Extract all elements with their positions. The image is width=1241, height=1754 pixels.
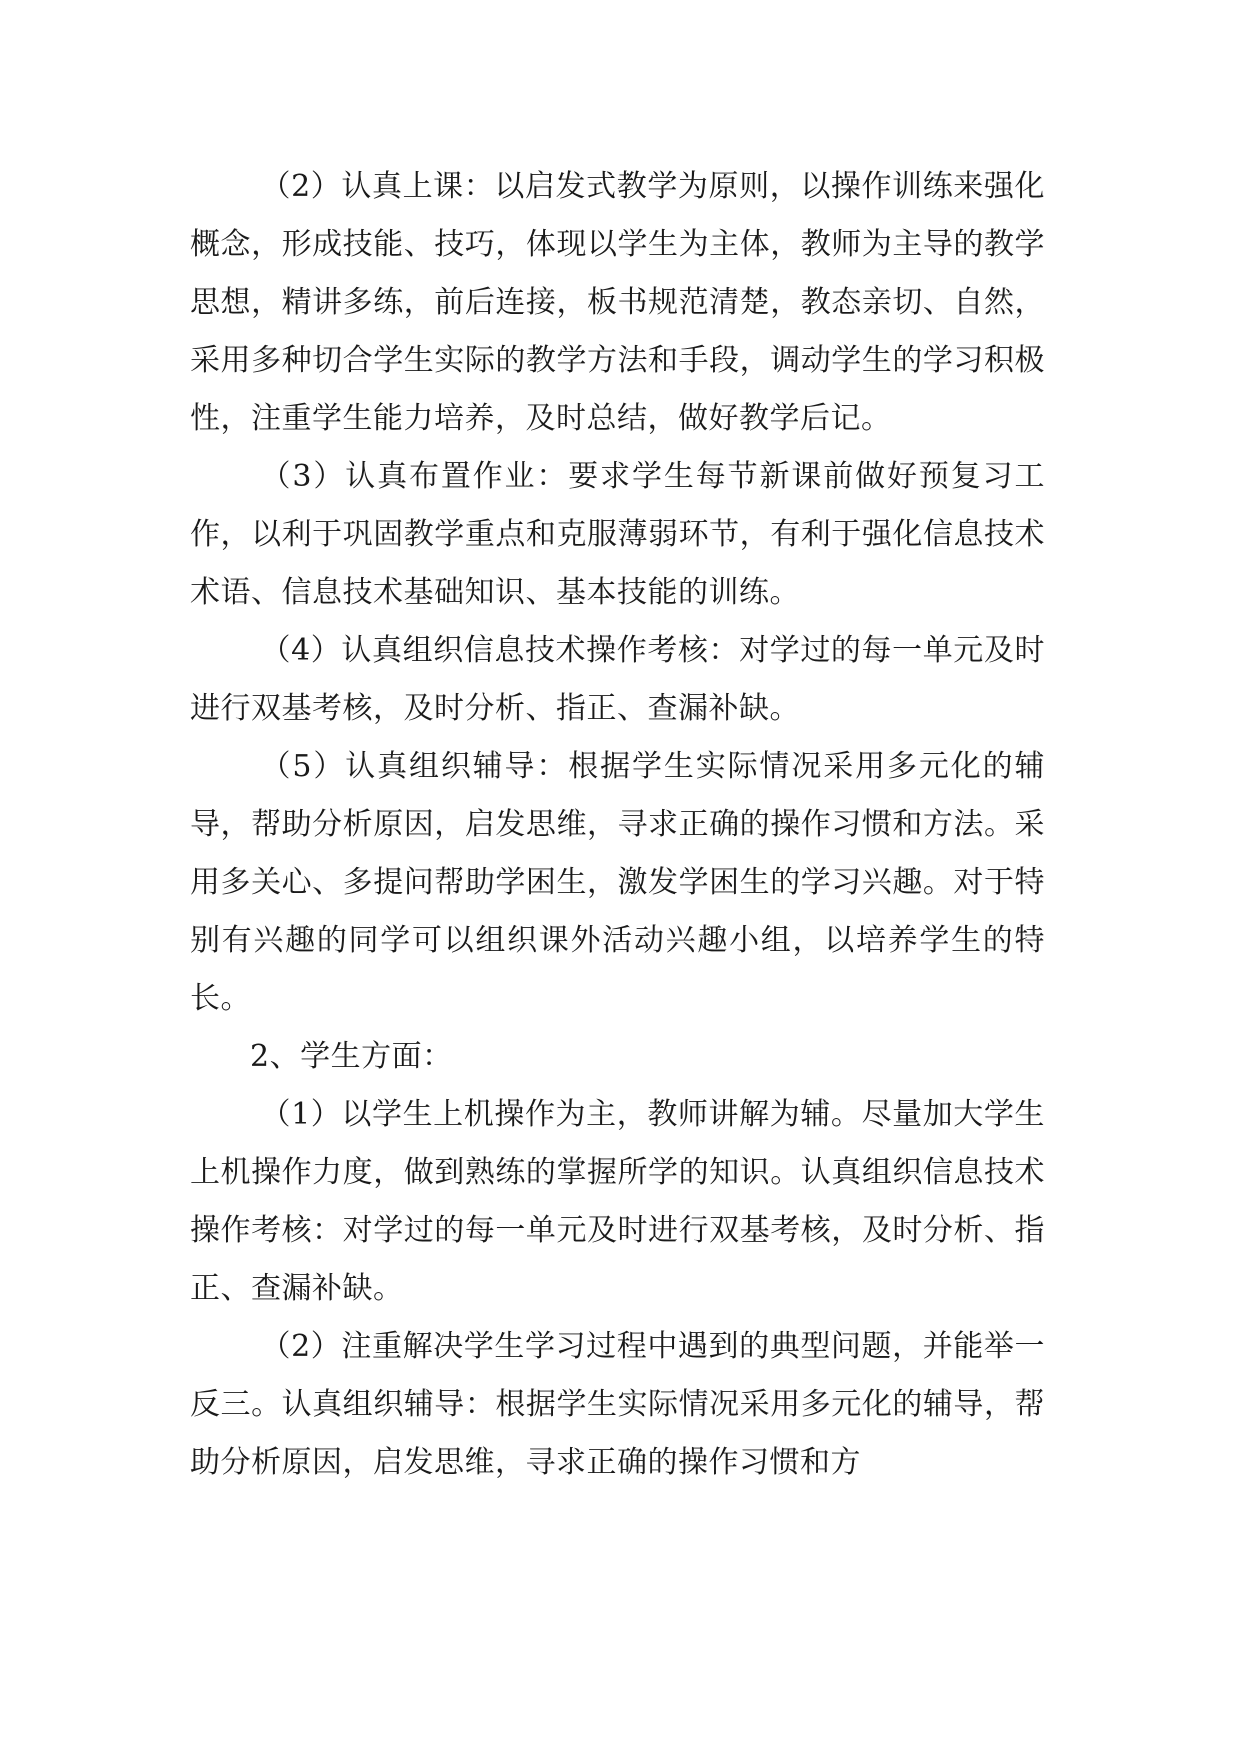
paragraph-tutoring: （5）认真组织辅导：根据学生实际情况采用多元化的辅导，帮助分析原因，启发思维，寻求正确的操作习惯和方法。采用多关心、多提问帮助学困生，激发学困生的学习兴趣。对于特别有兴趣的同学可以组织课外活动兴趣小组，以培养学生的特长。	[190, 749, 1045, 1016]
document-body	[190, 158, 1045, 1492]
paragraph-typical-problems: （2）注重解决学生学习过程中遇到的典型问题，并能举一反三。认真组织辅导：根据学生实际情况采用多元化的辅导，帮助分析原因，启发思维，寻求正确的操作习惯和方	[190, 1329, 1045, 1480]
paragraph-assessment: （4）认真组织信息技术操作考核：对学过的每一单元及时进行双基考核，及时分析、指正、查漏补缺。	[190, 633, 1045, 726]
paragraph-attend-class: （2）认真上课：以启发式教学为原则，以操作训练来强化概念，形成技能、技巧，体现以学生为主体，教师为主导的教学思想，精讲多练，前后连接，板书规范清楚，教态亲切、自然，采用多种切合学生实际的教学方法和手段，调动学生的学习积极性，注重学生能力培养，及时总结，做好教学后记。	[190, 169, 1045, 436]
paragraph-student-practice: （1）以学生上机操作为主，教师讲解为辅。尽量加大学生上机操作力度，做到熟练的掌握所学的知识。认真组织信息技术操作考核：对学过的每一单元及时进行双基考核，及时分析、指正、查漏补缺。	[190, 1097, 1045, 1306]
section-heading-students: 2、学生方面：	[250, 1039, 453, 1074]
paragraph-homework: （3）认真布置作业：要求学生每节新课前做好预复习工作，以利于巩固教学重点和克服薄弱环节，有利于强化信息技术术语、信息技术基础知识、基本技能的训练。	[190, 459, 1045, 610]
